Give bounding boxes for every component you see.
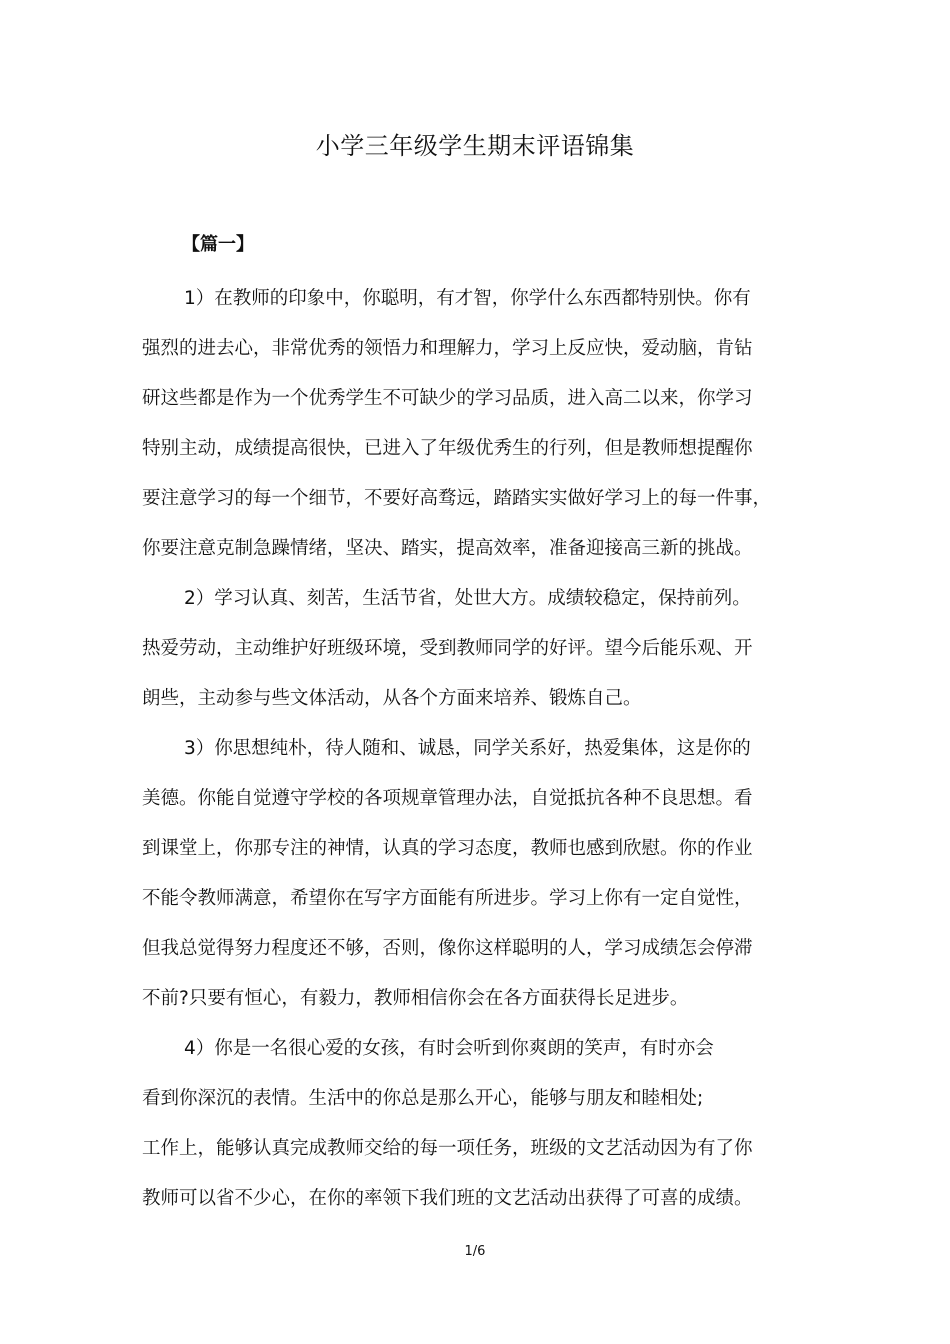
paragraph-1-line: 你要注意克制急躁情绪，坚决、踏实，提高效率，准备迎接高三新的挑战。 [142,538,753,559]
paragraph-1-line: 特别主动，成绩提高很快，已进入了年级优秀生的行列，但是教师想提醒你 [142,438,753,459]
paragraph-4-line: 工作上，能够认真完成教师交给的每一项任务，班级的文艺活动因为有了你 [142,1138,753,1159]
paragraph-4-line: 看到你深沉的表情。生活中的你总是那么开心，能够与朋友和睦相处; [142,1088,704,1109]
paragraph-4-line: 教师可以省不少心，在你的率领下我们班的文艺活动出获得了可喜的成绩。 [142,1188,753,1209]
paragraph-4-line: 4）你是一名很心爱的女孩，有时会听到你爽朗的笑声，有时亦会 [184,1038,714,1059]
paragraph-2-line: 2）学习认真、刻苦，生活节省，处世大方。成绩较稳定，保持前列。 [184,588,751,609]
paragraph-1-line: 研这些都是作为一个优秀学生不可缺少的学习品质，进入高二以来，你学习 [142,388,753,409]
paragraph-3-line: 不前?只要有恒心，有毅力，教师相信你会在各方面获得长足进步。 [142,988,689,1009]
section-heading: 【篇一】 [182,234,254,255]
paragraph-3-line: 美德。你能自觉遵守学校的各项规章管理办法，自觉抵抗各种不良思想。看 [142,788,753,809]
paragraph-1-line: 要注意学习的每一个细节，不要好高骛远，踏踏实实做好学习上的每一件事， [142,488,772,509]
page-number: 1/6 [464,1244,486,1259]
paragraph-3-line: 不能令教师满意，希望你在写字方面能有所进步。学习上你有一定自觉性， [142,888,753,909]
paragraph-3-line: 到课堂上，你那专注的神情，认真的学习态度，教师也感到欣慰。你的作业 [142,838,753,859]
paragraph-1-line: 1）在教师的印象中，你聪明，有才智，你学什么东西都特别快。你有 [184,288,751,309]
paragraph-2-line: 朗些，主动参与些文体活动，从各个方面来培养、锻炼自己。 [142,688,642,709]
paragraph-2-line: 热爱劳动，主动维护好班级环境，受到教师同学的好评。望今后能乐观、开 [142,638,753,659]
document-title: 小学三年级学生期末评语锦集 [315,132,635,160]
paragraph-3-line: 3）你思想纯朴，待人随和、诚恳，同学关系好，热爱集体，这是你的 [184,738,751,759]
paragraph-3-line: 但我总觉得努力程度还不够，否则，像你这样聪明的人，学习成绩怎会停滞 [142,938,753,959]
paragraph-1-line: 强烈的进去心，非常优秀的领悟力和理解力，学习上反应快，爱动脑，肯钻 [142,338,753,359]
